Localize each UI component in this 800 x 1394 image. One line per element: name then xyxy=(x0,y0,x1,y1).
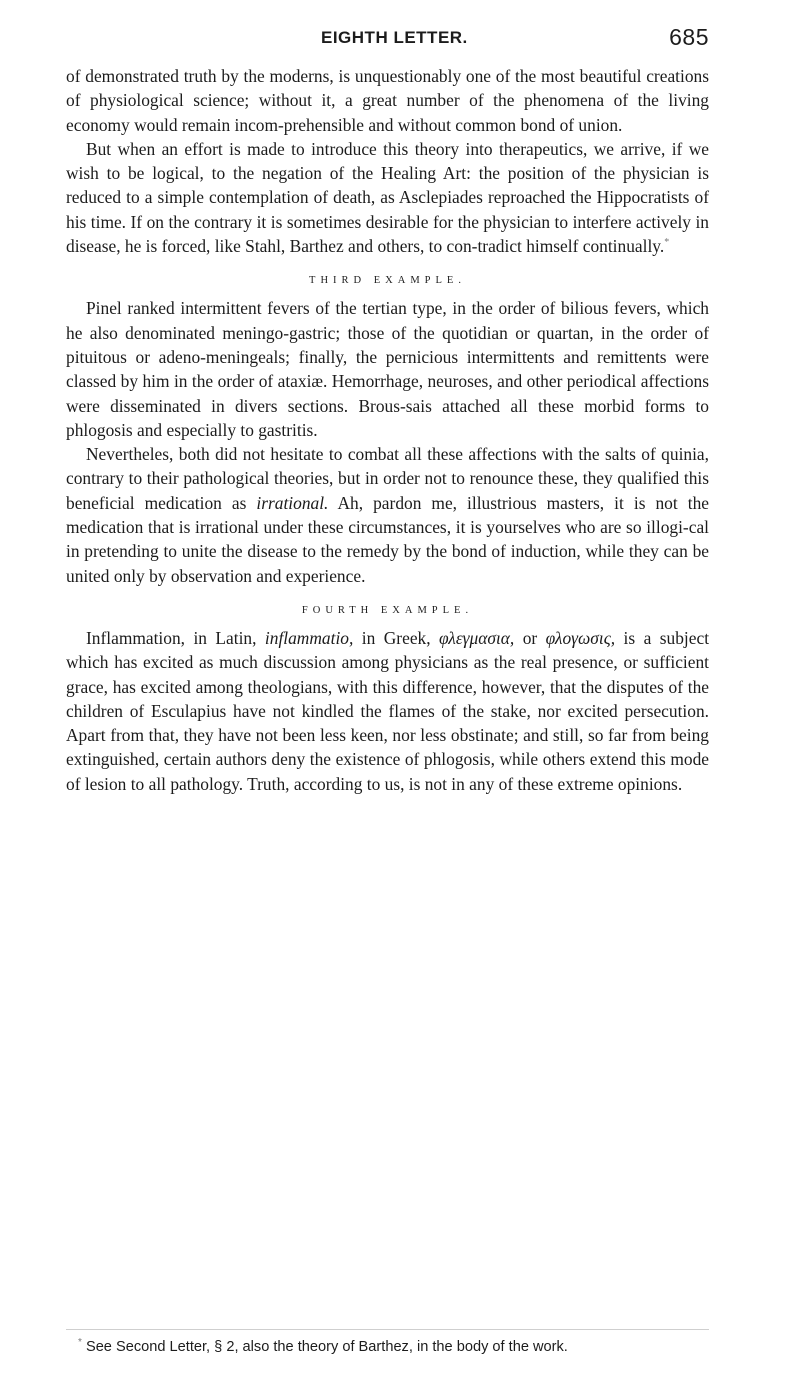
footnote-divider xyxy=(66,1329,709,1330)
paragraph-3: Pinel ranked intermittent fevers of the tertian type, in the order of bilious fevers, which he also denominated meningo-gastric; those of the quotidian or quartan, in the order of pituitous or adeno-meningeals; finally, the pernicious intermittents and remittents were classed by him in the order of ataxiæ. Hemorrhage, neuroses, and other periodical affections were disseminated in divers sections. Brous-sais attached all these morbid forms to phlogosis and especially to gastritis. xyxy=(66,298,709,440)
paragraph-4 xyxy=(66,442,709,588)
paragraph-5-text-d: is a subject which has excited as much discussion among physicians as the real presence, or sufficient grace, has excited among theologians, with this difference, however, that the disputes of the children of Esculapius have not kindled the flames of the stake, nor excited persecution. Apart from that, they have not been less keen, nor less obstinate; and still, so far from being extinguished, certain authors deny the existence of phlogosis, while others extend this mode of lesion to all pathology. Truth, according to us, is not in any of these extreme opinions. xyxy=(66,627,710,794)
third-example-heading: THIRD EXAMPLE. xyxy=(309,275,466,287)
paragraph-1: of demonstrated truth by the moderns, is unquestionably one of the most beautiful creations of physiological science; without it, a great number of the phenomena of the living economy would remain incom-prehensible and without common bond of union. xyxy=(66,66,709,135)
body-text xyxy=(66,64,709,796)
paragraph-2-text: But when an effort is made to introduce this theory into therapeutics, we arrive, if we wish to be logical, to the negation of the Healing Art: the position of the physician is reduced to a simple contemplation of death, as Asclepiades reproached the Hippocratists of his time. If on the contrary it is sometimes desirable for the physician to interfere actively in disease, he is forced, like Stahl, Barthez and others, to con-tradict himself continually. xyxy=(66,138,709,257)
paragraph-4-text-b: Ah, pardon me, illustrious masters, it is not the medication that is irrational under these circumstances, it is yourselves who are so illogi-cal in pretending to unite the disease to the remedy by the bond of induction, while they can be united only by observation and experience. xyxy=(66,492,709,586)
paragraph-5-text-a: Inflammation, in Latin, xyxy=(86,627,265,648)
footnote xyxy=(78,1337,718,1357)
paragraph-2 xyxy=(66,137,709,258)
greek-term-1: φλεγμασια, xyxy=(439,627,515,648)
running-head: EIGHTH LETTER. xyxy=(321,28,468,47)
page-number: 685 xyxy=(669,24,709,50)
paragraph-4-italic: irrational. xyxy=(256,492,329,513)
paragraph-4-text-a: Nevertheles, both did not hesitate to combat all these affections with the salts of quinia, contrary to their pathological theories, but in order not to renounce these, they qualified this beneficial medication as xyxy=(66,444,709,513)
footnote-reference-mark: * xyxy=(664,237,670,249)
latin-term: inflammatio, xyxy=(264,627,354,648)
paragraph-5 xyxy=(66,626,709,796)
paragraph-5-text-b: in Greek, xyxy=(353,627,440,648)
footnote-mark: * xyxy=(78,1337,82,1349)
footnote-text: See Second Letter, § 2, also the theory of Barthez, in the body of the work. xyxy=(81,1339,568,1355)
greek-term-2: φλογωσις, xyxy=(545,627,616,648)
paragraph-5-text-c: or xyxy=(514,627,546,648)
page-header xyxy=(66,24,709,52)
fourth-example-heading: FOURTH EXAMPLE. xyxy=(301,604,474,616)
